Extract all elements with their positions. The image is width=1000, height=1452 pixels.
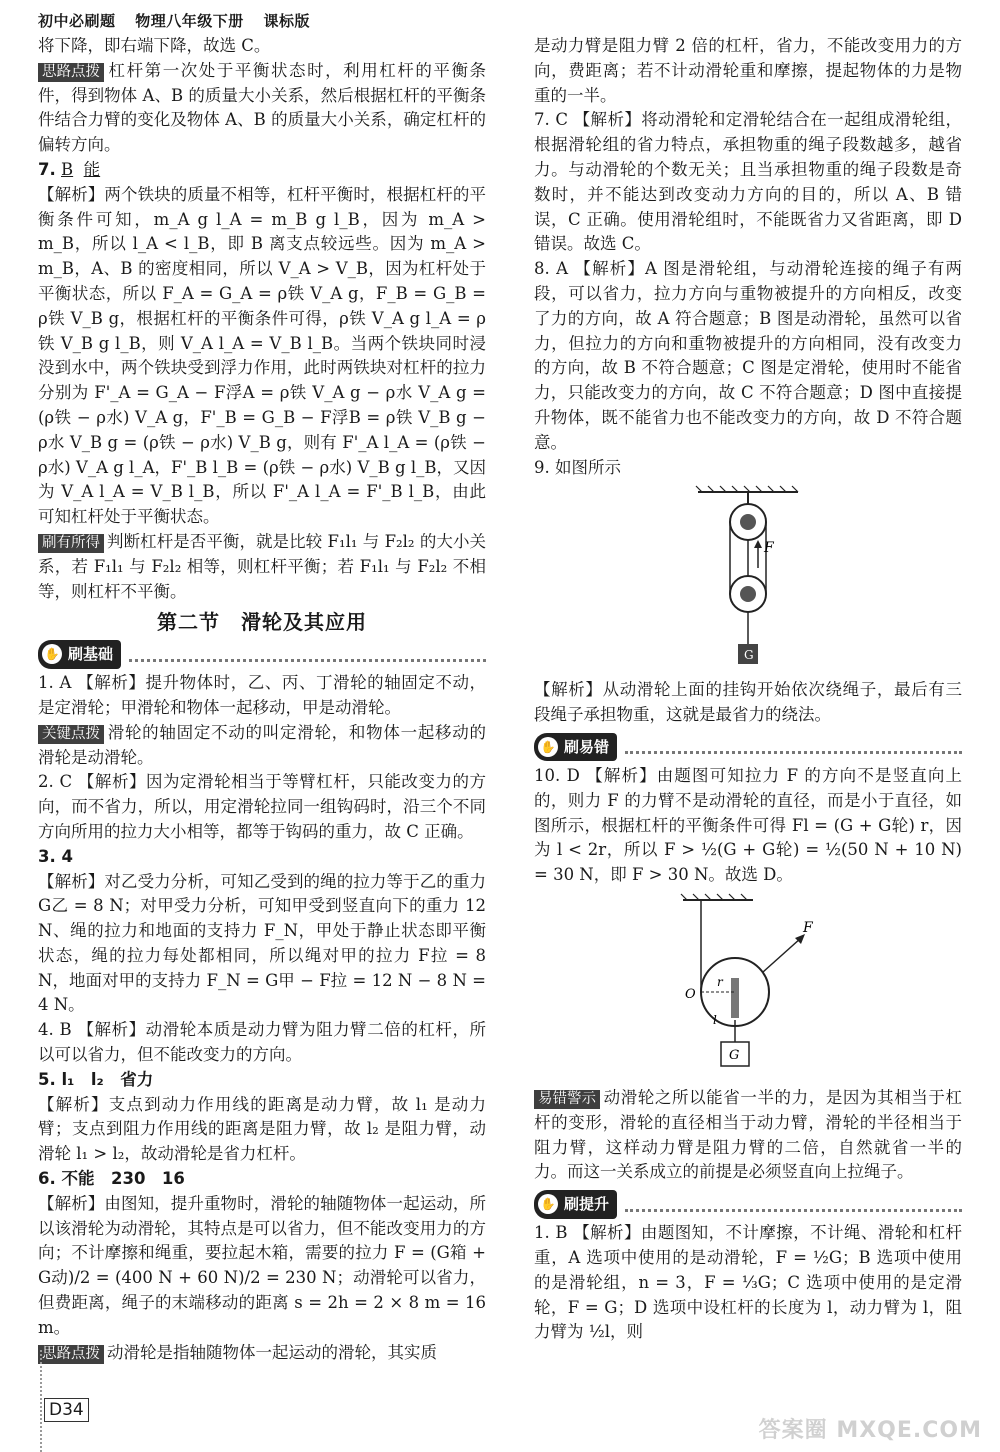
answer-item: 1. B 【解析】由题图知，不计摩擦，不计绳、滑轮和杠杆重，A 选项中使用的是动滑轮，F = ½G；B 选项中使用的是滑轮组，n = 3，F = ⅓G；C 选项中使用的是定滑轮，F = G；D 选项中设杠杆的长度为 l，动力臂为 l，阻力臂为 ½l，则 <box>534 1223 962 1342</box>
weight-label: G <box>729 1047 740 1063</box>
band-label: 刷基础 <box>68 644 114 663</box>
answer-item: 2. C 【解析】因为定滑轮相当于等臂杠杆，只能改变力的方向，而不省力，所以，用定滑轮拉同一组钩码时，沿三个不同方向所用的拉力大小相等，都等于钩码的重力，故 C 正确。 <box>38 772 486 841</box>
section-title: 第二节 滑轮及其应用 <box>157 610 367 635</box>
dotted-divider <box>625 739 962 754</box>
tip-tag: 思路点拨 <box>38 1345 104 1364</box>
tip-paragraph <box>38 1341 486 1366</box>
band-badge <box>534 733 617 762</box>
tip-text: 判断杠杆是否平衡，就是比较 F₁l₁ 与 F₂l₂ 的大小关系，若 F₁l₁ 与 F₂l₂ 相等，则杠杆平衡；若 F₁l₁ 与 F₂l₂ 不相等，则杠杆不平衡。 <box>38 531 486 601</box>
tip-paragraph <box>38 721 486 771</box>
answer-item: 7. C 【解析】将动滑轮和定滑轮结合在一起组成滑轮组，根据滑轮组的省力特点，承担物重的绳子段数越多，越省力。与动滑轮的个数无关；且当承担物重的绳子段数是奇数时，并不能达到改变动力方向的目的，所以 A、B 错误，C 正确。使用滑轮组时，不能既省力又省距离，即 D 错误。故选 C。 <box>534 110 962 254</box>
answer-heading: 5. l₁ l₂ 省力 <box>38 1069 154 1089</box>
tip-text: 滑轮的轴固定不动的叫定滑轮，和物体一起移动的滑轮是动滑轮。 <box>38 722 486 767</box>
band-badge <box>38 640 121 669</box>
question-number: 7. <box>38 159 56 179</box>
answer-item: 8. A 【解析】A 图是滑轮组，与动滑轮连接的绳子有两段，可以省力，拉力方向与重物被提升的方向相反，改变了力的方向，故 A 符合题意；B 图是动滑轮，虽然可以省力，但拉力的方向和重物被提升的方向相同，没有改变力的方向，故 B 不符合题意；C 图是定滑轮，使用时不能省力，只能改变力的方向，故 C 不符合题意；D 图中直接提升物体，既不能省力也不能改变力的方向，故 D 不符合题意。 <box>534 259 962 452</box>
tip-tag: 易错警示 <box>534 1090 600 1109</box>
margin-decoration <box>0 1350 42 1452</box>
answer-analysis: 【解析】支点到动力作用线的距离是动力臂，故 l₁ 是动力臂；支点到阻力作用线的距离是阻力臂，故 l₂ 是阻力臂，动滑轮 l₁ > l₂，故动滑轮是省力杠杆。 <box>38 1094 486 1164</box>
right-column <box>534 34 962 1345</box>
section-band <box>534 734 962 760</box>
section-band <box>38 641 486 667</box>
left-column <box>38 34 486 1365</box>
answer-heading: 6. 不能 230 16 <box>38 1169 185 1189</box>
hand-icon: ✋ <box>538 1194 558 1214</box>
band-label: 刷易错 <box>564 737 610 756</box>
answer-analysis: 【解析】从动滑轮上面的挂钩开始依次绕绳子，最后有三段绳子承担物重，这就是最省力的绕法。 <box>534 680 962 725</box>
tip-paragraph <box>38 530 486 604</box>
pulley-system-figure <box>688 484 808 674</box>
dotted-divider <box>129 647 486 662</box>
radius-label: r <box>717 974 723 989</box>
tip-text: 动滑轮之所以能省一半的力，是因为其相当于杠杆的变形，滑轮的直径相当于动力臂，滑轮的半径相当于阻力臂，这样动力臂是阻力臂的二倍，自然就省一半的力。而这一关系成立的前提是必须竖直向上拉绳子。 <box>534 1087 962 1182</box>
question-7-analysis: 【解析】两个铁块的质量不相等，杠杆平衡时，根据杠杆的平衡条件可知，m_A g l_A = m_B g l_B，因为 m_A > m_B，所以 l_A < l_B，即 B 离支点较远些。因为 m_A > m_B，A、B 的密度相同，所以 V_A > V_B，因为杠杆处于平衡状态，所以 F_A = G_A = ρ铁 V_A g，F_B = G_B = ρ铁 V_B g，根据杠杆的平衡条件可得，ρ铁 V_A g l_A = ρ铁 V_B g l_B，则 V_A l_A = V_B l_B。当两个铁块同时浸没到水中，两个铁块受到浮力作用，此时两铁块对杠杆的拉力分别为 F'_A = G_A − F浮A = ρ铁 V_A g − ρ水 V_A g = (ρ铁 − ρ水) V_A g，F'_B = G_B − F浮B = ρ铁 V_B g − ρ水 V_B g = (ρ铁 − ρ水) V_B g，则有 F'_A l_A = (ρ铁 − ρ水) V_A g l_A，F'_B l_B = (ρ铁 − ρ水) V_B g l_B，又因为 V_A l_A = V_B l_B，所以 F'_A l_A = F'_B l_B，由此可知杠杆处于平衡状态。 <box>38 184 486 527</box>
tip-tag: 刷有所得 <box>38 534 104 553</box>
pivot-label: O <box>685 986 696 1002</box>
tip-tag: 思路点拨 <box>38 63 104 82</box>
hand-icon: ✋ <box>42 644 62 664</box>
movable-pulley-figure <box>673 892 823 1082</box>
tip-tag: 关键点拨 <box>38 725 104 744</box>
answer-analysis: 【解析】由图知，提升重物时，滑轮的轴随物体一起运动，所以该滑轮为动滑轮，其特点是可以省力，但不能改变用力的方向；不计摩擦和绳重，要拉起木箱，需要的拉力 F = (G箱 + G动)/2 = (400 N + 60 N)/2 = 230 N；动滑轮可以省力，但费距离，绳子的末端移动的距离 s = 2h = 2 × 8 m = 16 m。 <box>38 1193 486 1337</box>
tip-text: 动滑轮是指轴随物体一起运动的滑轮，其实质 <box>107 1342 437 1362</box>
tip-paragraph <box>38 59 486 158</box>
paragraph: 是动力臂是阻力臂 2 倍的杠杆，省力，不能改变用力的方向，费距离；若不计动滑轮重和摩擦，提起物体的力是物重的一半。 <box>534 36 962 105</box>
answer-item: 1. A 【解析】提升物体时，乙、丙、丁滑轮的轴固定不动，是定滑轮；甲滑轮和物体一起移动，甲是动滑轮。 <box>38 673 486 717</box>
tip-text: 杠杆第一次处于平衡状态时，利用杠杆的平衡条件，得到物体 A、B 的质量大小关系，然后根据杠杆的平衡条件结合力臂的变化及物体 A、B 的质量大小关系，确定杠杆的偏转方向。 <box>38 60 486 155</box>
answer-heading: 9. 如图所示 <box>534 457 621 477</box>
answer-item: 4. B 【解析】动滑轮本质是动力臂为阻力臂二倍的杠杆，所以可以省力，但不能改变力的方向。 <box>38 1020 486 1065</box>
book-title: 初中必刷题 <box>38 12 116 30</box>
edition-label: 课标版 <box>263 12 311 30</box>
question-7-heading <box>38 158 486 183</box>
section-band <box>534 1191 962 1217</box>
answer-heading: 3. 4 <box>38 846 73 866</box>
watermark: 答案圈 MXQE.COM <box>758 1418 982 1443</box>
band-badge <box>534 1190 617 1219</box>
band-label: 刷提升 <box>564 1194 610 1213</box>
page-number: D34 <box>44 1398 89 1422</box>
dotted-divider <box>625 1197 962 1212</box>
answer-blank: B <box>61 159 74 179</box>
arm-label: l <box>713 1012 717 1027</box>
force-label: F <box>803 919 813 936</box>
paragraph: 将下降，即右端下降，故选 C。 <box>38 36 271 55</box>
answer-blank: 能 <box>83 159 101 179</box>
subject-title: 物理八年级下册 <box>135 12 244 30</box>
tip-paragraph <box>534 1086 962 1185</box>
page-header <box>38 10 324 31</box>
force-label: F <box>764 540 774 557</box>
weight-label: G <box>744 648 754 663</box>
hand-icon: ✋ <box>538 737 558 757</box>
answer-analysis: 【解析】对乙受力分析，可知乙受到的绳的拉力等于乙的重力 G乙 = 8 N；对甲受力分析，可知甲受到竖直向下的重力 12 N、绳的拉力和地面的支持力 F_N，甲处于静止状态即平衡状态，绳的拉力每处都相同，所以绳对甲的拉力 F拉 = 8 N，地面对甲的支持力 F_N = G甲 − F拉 = 12 N − 8 N = 4 N。 <box>38 871 486 1015</box>
answer-item: 10. D 【解析】由题图可知拉力 F 的方向不是竖直向上的，则力 F 的力臂不是动滑轮的直径，而是小于直径，如图所示，根据杠杆的平衡条件可得 Fl = (G + G轮) r，因为 l < 2r，所以 F > ½(G + G轮) = ½(50 N + 10 N) = 30 N，即 F > 30 N。故选 D。 <box>534 765 962 885</box>
